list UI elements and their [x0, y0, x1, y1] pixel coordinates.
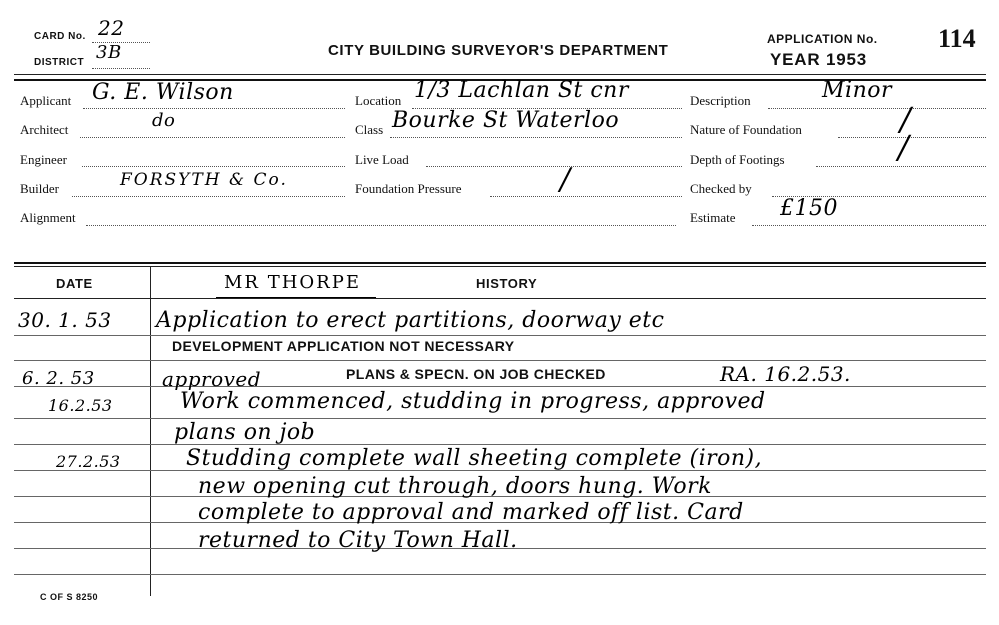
year-label: YEAR 1953: [770, 50, 867, 69]
description-value: Minor: [822, 78, 892, 103]
history-entry: returned to City Town Hall.: [198, 528, 518, 553]
card-no-value: 22: [98, 16, 125, 40]
form-code: C OF S 8250: [40, 592, 99, 602]
class-label: Class: [355, 122, 384, 137]
description-label: Description: [690, 93, 751, 108]
history-entry: Studding complete wall sheeting complete (iron),: [186, 446, 763, 471]
architect-value: do: [152, 110, 176, 131]
live-load-label: Live Load: [355, 152, 409, 167]
class-value: Bourke St Waterloo: [392, 108, 620, 133]
history-entry: Work commenced, studding in progress, approved: [180, 389, 766, 414]
history-entry: RA. 16.2.53.: [720, 362, 851, 386]
nature-of-foundation-value: /: [900, 100, 912, 138]
engineer-label: Engineer: [20, 152, 67, 167]
history-entry: complete to approval and marked off list. Card: [198, 500, 744, 525]
history-date: 16.2.53: [48, 396, 113, 415]
foundation-pressure-label: Foundation Pressure: [355, 181, 462, 196]
card-no-label: CARD No.: [34, 31, 86, 42]
history-date: 27.2.53: [56, 452, 121, 471]
history-column-header: HISTORY: [476, 276, 538, 291]
history-entry: PLANS & SPECN. ON JOB CHECKED: [346, 366, 606, 382]
application-no-value: 114: [938, 24, 976, 53]
history-entry: Application to erect partitions, doorway etc: [156, 308, 665, 333]
history-entry: new opening cut through, doors hung. Work: [198, 474, 712, 499]
estimate-value: £150: [780, 196, 838, 221]
history-entry: approved: [162, 367, 262, 391]
nature-of-foundation-label: Nature of Foundation: [690, 122, 802, 137]
alignment-label: Alignment: [20, 210, 76, 225]
history-entry: plans on job: [174, 420, 316, 445]
district-label: DISTRICT: [34, 57, 85, 68]
district-value: 3B: [96, 42, 122, 63]
history-date: 30. 1. 53: [18, 308, 112, 332]
builder-label: Builder: [20, 181, 59, 196]
history-date: 6. 2. 53: [22, 368, 95, 389]
builder-value: FORSYTH & Co.: [120, 170, 288, 190]
depth-of-footings-label: Depth of Footings: [690, 152, 785, 167]
foundation-pressure-value: /: [560, 162, 571, 197]
estimate-label: Estimate: [690, 210, 736, 225]
page-title: CITY BUILDING SURVEYOR'S DEPARTMENT: [328, 42, 669, 59]
application-no-label: APPLICATION No.: [767, 32, 878, 46]
location-value: 1/3 Lachlan St cnr: [414, 78, 629, 103]
architect-label: Architect: [20, 122, 69, 137]
checked-by-label: Checked by: [690, 181, 752, 196]
applicant-label: Applicant: [20, 93, 72, 108]
depth-of-footings-value: /: [898, 128, 910, 166]
history-entry: DEVELOPMENT APPLICATION NOT NECESSARY: [172, 338, 515, 354]
location-label: Location: [355, 93, 402, 108]
officer-name: MR THORPE: [224, 272, 361, 293]
date-column-header: DATE: [56, 276, 93, 291]
applicant-value: G. E. Wilson: [92, 80, 234, 105]
